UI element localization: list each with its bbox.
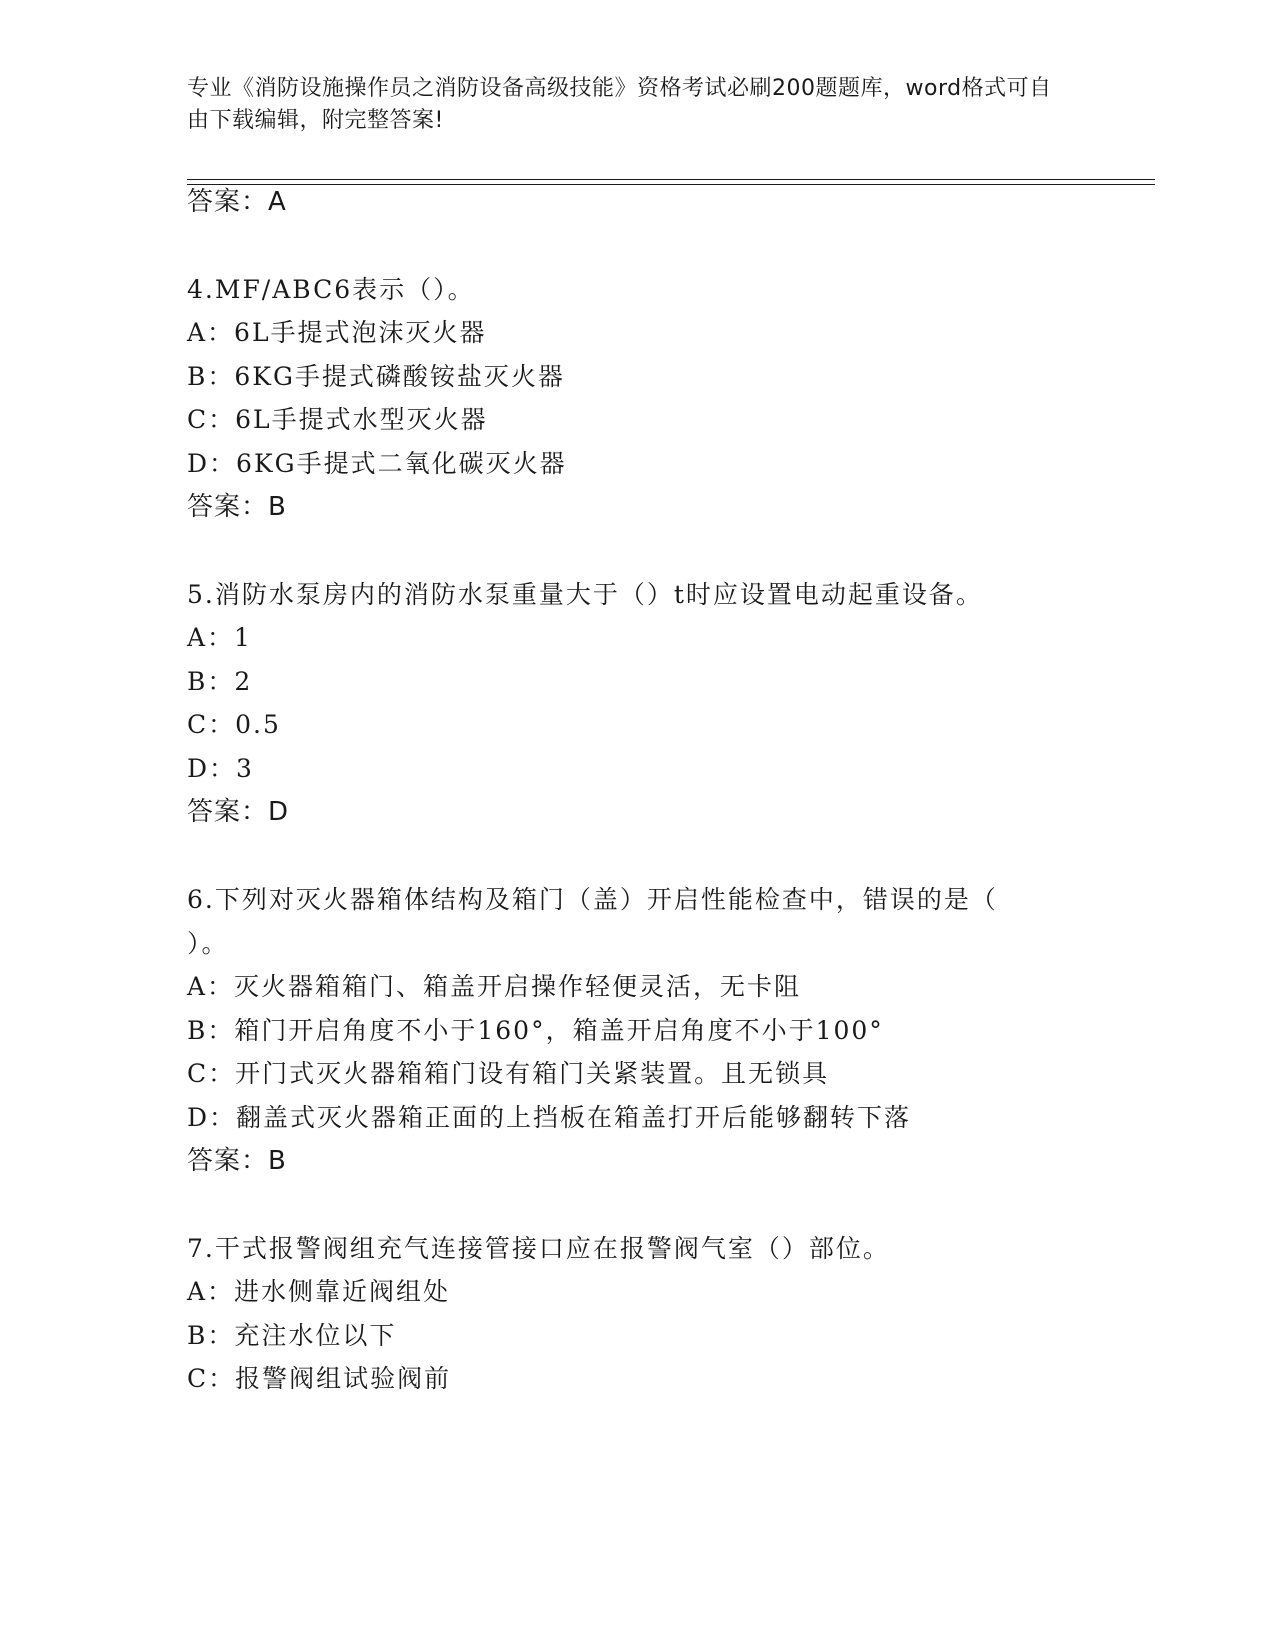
question-4-option-c: C：6L手提式水型灭火器 — [187, 405, 488, 434]
header-divider-top — [187, 179, 1155, 180]
previous-answer: 答案：A — [187, 187, 287, 217]
header-divider-bottom — [187, 184, 1155, 185]
question-4-option-d: D：6KG手提式二氧化碳灭火器 — [187, 449, 567, 478]
question-7-option-c: C：报警阀组试验阀前 — [187, 1364, 452, 1393]
question-5-option-b: B：2 — [187, 667, 253, 696]
question-6-stem-line-1: 6.下列对灭火器箱体结构及箱门（盖）开启性能检查中，错误的是（ — [187, 885, 998, 914]
question-6-option-b: B：箱门开启角度不小于160°，箱盖开启角度不小于100° — [187, 1016, 884, 1045]
question-4-stem: 4.MF/ABC6表示（）。 — [187, 275, 475, 304]
question-4-option-a: A：6L手提式泡沫灭火器 — [187, 318, 487, 347]
question-6-option-a: A：灭火器箱箱门、箱盖开启操作轻便灵活，无卡阻 — [187, 972, 802, 1001]
question-4-answer: 答案：B — [187, 492, 287, 522]
question-6-option-c: C：开门式灭火器箱箱门设有箱门关紧装置。且无锁具 — [187, 1059, 830, 1088]
question-5-option-d: D：3 — [187, 754, 254, 783]
question-7-stem: 7.干式报警阀组充气连接管接口应在报警阀气室（）部位。 — [187, 1234, 890, 1263]
question-7-option-a: A：进水侧靠近阀组处 — [187, 1277, 451, 1306]
question-5-option-a: A：1 — [187, 623, 252, 652]
question-5-answer: 答案：D — [187, 797, 290, 827]
question-4-option-b: B：6KG手提式磷酸铵盐灭火器 — [187, 362, 565, 391]
question-6-option-d: D：翻盖式灭火器箱正面的上挡板在箱盖打开后能够翻转下落 — [187, 1103, 912, 1132]
question-6-stem-line-2: ）。 — [187, 929, 229, 958]
document-header-title: 专业《消防设施操作员之消防设备高级技能》资格考试必刷200题题库，word格式可自由下载编辑，附完整答案! — [187, 76, 1052, 133]
question-5-stem: 5.消防水泵房内的消防水泵重量大于（）t时应设置电动起重设备。 — [187, 580, 983, 609]
question-7-option-b: B：充注水位以下 — [187, 1321, 397, 1350]
question-6-answer: 答案：B — [187, 1146, 287, 1176]
question-5-option-c: C：0.5 — [187, 710, 281, 739]
